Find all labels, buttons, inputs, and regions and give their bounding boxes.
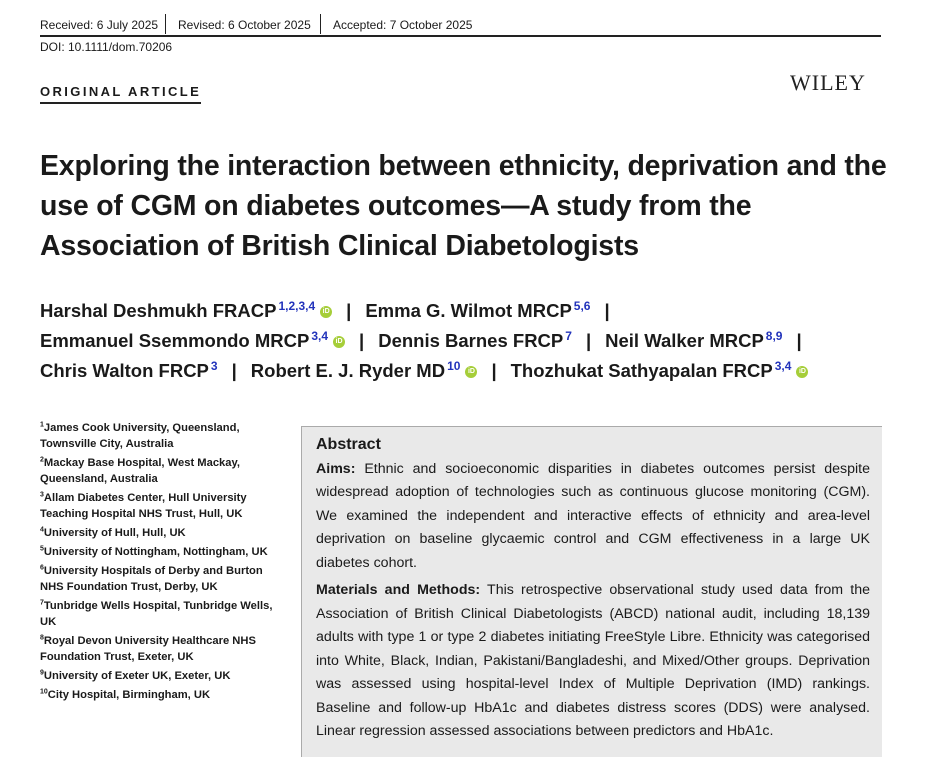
author[interactable] [40,300,332,321]
author-separator: | [585,330,592,351]
affiliation-list [40,420,280,706]
article-title: Exploring the interaction between ethnicity, deprivation and the use of CGM on diabetes outcomes—A study from the Association of British Clinical Diabetologists [40,150,887,262]
affiliation-number: 5 [40,545,44,553]
author-separator: | [796,330,802,351]
author-name[interactable]: Thozhukat Sathyapalan FRCP [510,360,773,381]
affiliation-number: 2 [40,456,44,464]
affiliation-number: 1 [40,421,44,429]
affiliation-number: 4 [40,526,44,534]
affiliation-number: 10 [40,688,48,696]
affiliation [40,455,280,487]
accepted-date: Accepted: 7 October 2025 [333,18,473,32]
affiliation-text: Tunbridge Wells Hospital, Tunbridge Wells, UK [40,600,273,628]
author[interactable] [40,330,345,351]
affiliation-text: City Hospital, Birmingham, UK [47,689,211,701]
publisher-logo: WILEY [790,70,866,95]
affiliation-ref[interactable]: 10 [447,358,461,373]
affiliation [40,687,280,703]
affiliation [40,598,280,630]
author-name[interactable]: Chris Walton FRCP [40,360,209,381]
author-separator: | [491,360,497,381]
section-label: ORIGINAL ARTICLE [40,84,201,104]
author-name[interactable]: Emmanuel Ssemmondo MRCP [40,330,310,351]
header-rule [40,35,881,37]
author-separator: | [604,300,610,321]
affiliation-number: 9 [40,669,44,677]
abstract-heading: Abstract [316,436,381,453]
author-separator: | [346,300,352,321]
affiliation-number: 6 [40,564,44,572]
aims-text: Ethnic and socioeconomic disparities in diabetes outcomes persist despite widespread adoption of technologies such as continuous glucose monitoring (CGM). We examined the independent and interactive effects of ethnicity and area-level deprivation on baseline glycaemic control and CGM effectiveness in a large UK diabetes cohort. [316,460,870,571]
affiliation-text: Royal Devon University Healthcare NHS Foundation Trust, Exeter, UK [40,635,256,663]
author-name[interactable]: Robert E. J. Ryder MD [250,360,446,381]
affiliation-text: University of Exeter UK, Exeter, UK [43,670,231,682]
author-name[interactable]: Neil Walker MRCP [605,330,764,351]
affiliation [40,525,280,541]
abstract-methods [316,579,870,744]
author-separator: | [231,360,237,381]
affiliation-ref[interactable]: 5,6 [573,298,591,313]
orcid-icon[interactable]: iD [796,366,808,378]
affiliation-number: 3 [40,491,44,499]
author-separator: | [359,330,365,351]
affiliation-text: University of Hull, Hull, UK [43,527,186,539]
orcid-icon[interactable]: iD [333,336,345,348]
aims-label: Aims: [316,460,356,477]
affiliation-ref[interactable]: 3,4 [774,358,792,373]
orcid-icon[interactable]: iD [465,366,477,378]
abstract-content [316,433,870,748]
affiliation [40,490,280,522]
abstract-aims [316,458,870,576]
affiliation-text: University of Nottingham, Nottingham, UK [43,546,268,558]
revised-date: Revised: 6 October 2025 [178,18,311,32]
author[interactable] [378,330,572,351]
author[interactable] [365,300,590,321]
affiliation-ref[interactable]: 8,9 [765,328,783,343]
author[interactable] [605,330,782,351]
affiliation-text: University Hospitals of Derby and Burton NHS Foundation Trust, Derby, UK [40,565,263,593]
affiliation-text: Allam Diabetes Center, Hull University Teaching Hospital NHS Trust, Hull, UK [40,492,247,520]
affiliation-ref[interactable]: 3 [210,358,218,373]
methods-text: This retrospective observational study used data from the Association of British Clinical Diabetologists (ABCD) national audit, including 18,139 adults with type 1 or type 2 diabetes initiating FreeStyle Libre. Ethnicity was categorised into White, Black, Indian, Pakistani/Bangladeshi, and Mixed/Other groups. Deprivation was assessed using hospital-level Index of Multiple Deprivation (IMD) rankings. Baseline and follow-up HbA1c and diabetes distress scores (DDS) were analysed. Linear regression assessed associations between predictors and HbA1c. [316,582,871,739]
author[interactable] [40,360,218,381]
abstract-box [301,426,882,757]
affiliation-ref[interactable]: 1,2,3,4 [278,298,316,313]
affiliation-text: Mackay Base Hospital, West Mackay, Queensland, Australia [40,457,240,485]
author-list [40,296,920,386]
date-divider [165,14,166,34]
affiliation-text: James Cook University, Queensland, Townsville City, Australia [40,422,240,450]
affiliation [40,563,280,595]
author-name[interactable]: Emma G. Wilmot MRCP [365,300,572,321]
author[interactable] [511,360,809,381]
affiliation-number: 8 [40,634,44,642]
doi[interactable]: DOI: 10.1111/dom.70206 [40,40,173,54]
affiliation [40,544,280,560]
affiliation [40,668,280,684]
affiliation [40,633,280,665]
author-name[interactable]: Harshal Deshmukh FRACP [40,300,277,321]
affiliation-ref[interactable]: 3,4 [311,328,329,343]
affiliation [40,420,280,452]
received-date: Received: 6 July 2025 [40,18,159,32]
article-dates [40,14,880,36]
methods-label: Materials and Methods: [316,582,481,598]
author[interactable] [251,360,478,381]
date-divider [320,14,321,34]
orcid-icon[interactable]: iD [320,306,332,318]
author-name[interactable]: Dennis Barnes FRCP [378,330,564,351]
affiliation-ref[interactable]: 7 [565,328,572,343]
affiliation-number: 7 [40,599,44,607]
